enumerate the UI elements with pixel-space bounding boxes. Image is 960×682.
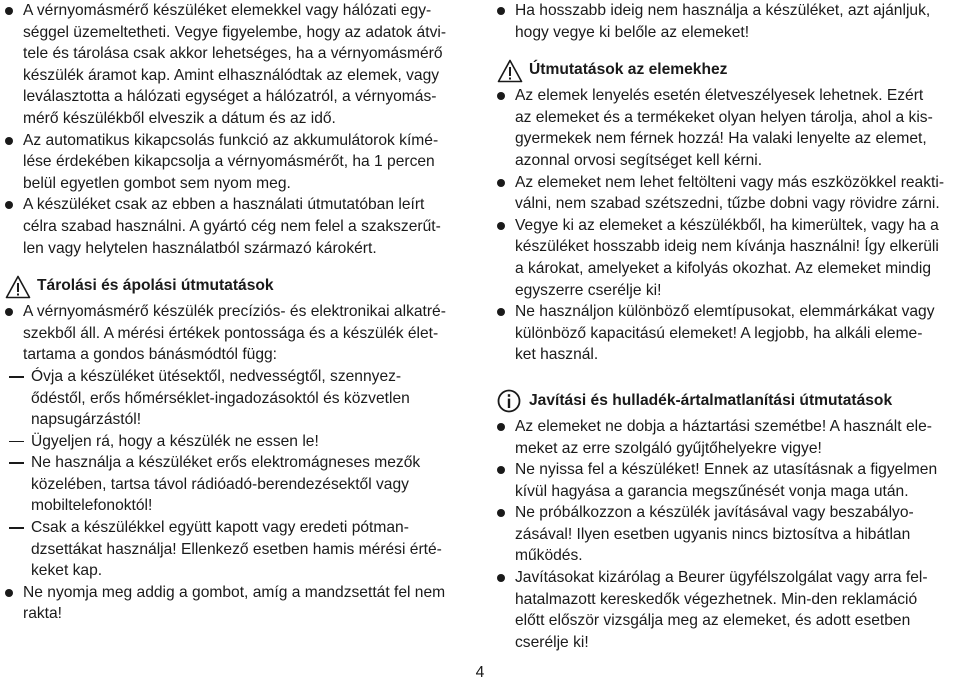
continuation-line bbox=[496, 481, 956, 503]
continuation-line bbox=[4, 603, 464, 625]
line-text: ket használ. bbox=[515, 346, 599, 364]
left-column bbox=[4, 0, 464, 625]
line-text: hogy vegye ki belőle az elemeket! bbox=[515, 23, 750, 41]
bullet-icon bbox=[5, 201, 13, 209]
bullet-icon bbox=[5, 7, 13, 15]
line-text: közelében, tartsa távol rádióadó-berendezésektől vagy bbox=[31, 475, 409, 493]
bullet-icon bbox=[5, 308, 13, 316]
continuation-line bbox=[496, 150, 956, 172]
bullet-line bbox=[496, 416, 956, 438]
warning-triangle-icon bbox=[497, 59, 523, 83]
line-text: a károkat, amelyeket a kifolyás okozhat. Az elemeket mindig bbox=[515, 259, 932, 277]
bullet-icon bbox=[497, 308, 505, 316]
line-text: Csak a készülékkel együtt kapott vagy eredeti pótman- bbox=[31, 519, 409, 537]
line-text: belül egyetlen gombot sem nyom meg. bbox=[23, 174, 291, 192]
continuation-line bbox=[4, 151, 464, 173]
dash-continuation-line bbox=[4, 560, 464, 582]
bullet-line bbox=[4, 582, 464, 604]
bullet-icon bbox=[497, 179, 505, 187]
continuation-line bbox=[4, 22, 464, 44]
line-text: Ha hosszabb ideig nem használja a készüléket, azt ajánljuk, bbox=[515, 2, 931, 19]
continuation-line bbox=[496, 438, 956, 460]
dash-line bbox=[4, 431, 464, 453]
line-text: A készüléket csak az ebben a használati útmutatóban leírt bbox=[23, 196, 425, 214]
bullet-line bbox=[496, 502, 956, 524]
continuation-line bbox=[4, 65, 464, 87]
continuation-line bbox=[4, 216, 464, 238]
dash-line bbox=[4, 366, 464, 388]
bullet-icon bbox=[497, 466, 505, 474]
line-text: egyszerre cserélje ki! bbox=[515, 281, 662, 299]
repair-list bbox=[496, 416, 956, 654]
line-text: Ne próbálkozzon a készülék javításával vagy beszabályo- bbox=[515, 504, 914, 522]
line-text: készülék áramot kap. Amint elhasználódtak az elemek, vagy bbox=[23, 66, 440, 84]
dash-continuation-line bbox=[4, 409, 464, 431]
continuation-line bbox=[496, 344, 956, 366]
line-text: Az elemek lenyelés esetén életveszélyesek lehetnek. Ezért bbox=[515, 87, 924, 105]
line-text: hatalmazott kereskedők végezhetnek. Min-den reklamáció bbox=[515, 590, 918, 608]
line-text: Javításokat kizárólag a Beurer ügyfélszolgálat vagy arra fel- bbox=[515, 569, 928, 587]
line-text: különböző kapacitású elemeket! A legjobb, ha alkáli eleme- bbox=[515, 324, 923, 342]
dash-icon bbox=[9, 527, 24, 529]
repair-heading bbox=[496, 366, 956, 416]
continuation-line bbox=[496, 545, 956, 567]
line-text: napsugárzástól! bbox=[31, 411, 142, 429]
page-number: 4 bbox=[475, 664, 485, 681]
line-text: kívül hagyása a garancia megszűnését vonja maga után. bbox=[515, 482, 909, 500]
line-text: zásával! Ilyen esetben ugyanis nincs biztosítva a hibátlan bbox=[515, 525, 911, 543]
dash-continuation-line bbox=[4, 539, 464, 561]
line-text: A vérnyomásmérő készüléket elemekkel vagy hálózati egy- bbox=[23, 2, 432, 19]
bullet-line bbox=[4, 0, 464, 22]
warning-triangle-icon bbox=[5, 275, 31, 299]
bullet-icon bbox=[497, 222, 505, 230]
continuation-line bbox=[4, 43, 464, 65]
bullet-icon bbox=[497, 574, 505, 582]
dash-line bbox=[4, 517, 464, 539]
battery-heading bbox=[496, 43, 956, 85]
dash-icon bbox=[9, 376, 24, 378]
line-text: tele és tárolása csak akkor lehetséges, ha a vérnyomásmérő bbox=[23, 45, 443, 63]
dash-line bbox=[4, 452, 464, 474]
line-text: rakta! bbox=[23, 605, 62, 623]
line-text: Az elemeket ne dobja a háztartási szemétbe! A használt ele- bbox=[515, 417, 932, 435]
line-text: Az automatikus kikapcsolás funkció az akkumulátorok kímé- bbox=[23, 131, 439, 149]
bullet-line bbox=[496, 459, 956, 481]
dash-continuation-line bbox=[4, 495, 464, 517]
line-text: mérő készülékből elveszik a dátum és az idő. bbox=[23, 109, 336, 127]
continuation-line bbox=[4, 173, 464, 195]
line-text: Az elemeket nem lehet feltölteni vagy más eszközökkel reakti- bbox=[515, 173, 945, 191]
continuation-line bbox=[496, 236, 956, 258]
bullet-line bbox=[4, 301, 464, 323]
line-text: keket kap. bbox=[31, 562, 103, 580]
bullet-line bbox=[496, 172, 956, 194]
line-text: készüléket hosszabb ideig nem kívánja használni! Így elkerüli bbox=[515, 238, 939, 256]
bullet-line bbox=[496, 85, 956, 107]
continuation-line bbox=[4, 344, 464, 366]
line-text: működés. bbox=[515, 547, 583, 565]
dash-continuation-line bbox=[4, 474, 464, 496]
continuation-line bbox=[496, 280, 956, 302]
storage-list bbox=[4, 301, 464, 625]
line-text: Ügyeljen rá, hogy a készülék ne essen le! bbox=[31, 432, 319, 450]
bullet-icon bbox=[497, 509, 505, 517]
continuation-line bbox=[496, 107, 956, 129]
bullet-line bbox=[4, 194, 464, 216]
repair-heading-text: Javítási és hulladék-ártalmatlanítási útmutatások bbox=[529, 391, 893, 409]
line-text: Ne használja a készüléket erős elektromágneses mezők bbox=[31, 454, 421, 472]
info-circle-icon bbox=[497, 389, 521, 413]
line-text: az elemeket és a termékeket olyan helyen tárolja, ahol a kis- bbox=[515, 108, 933, 126]
dash-icon bbox=[9, 462, 24, 464]
continuation-line bbox=[4, 323, 464, 345]
storage-heading bbox=[4, 259, 464, 301]
continuation-line bbox=[496, 323, 956, 345]
continuation-line bbox=[496, 610, 956, 632]
line-text: Óvja a készüléket ütésektől, nedvességtől, szennyez- bbox=[31, 367, 402, 385]
line-text: Vegye ki az elemeket a készülékből, ha kimerültek, vagy ha a bbox=[515, 216, 939, 234]
line-text: A vérnyomásmérő készülék precíziós- és elektronikai alkatré- bbox=[23, 303, 446, 321]
bullet-icon bbox=[497, 92, 505, 100]
line-text: mobiltelefonoktól! bbox=[31, 497, 153, 515]
line-text: ődéstől, erős hőmérséklet-ingadozásoktól és közvetlen bbox=[31, 389, 410, 407]
bullet-icon bbox=[5, 589, 13, 597]
battery-heading-text: Útmutatások az elemekhez bbox=[529, 61, 728, 79]
continuation-line bbox=[496, 524, 956, 546]
line-text: Ne használjon különböző elemtípusokat, elemmárkákat vagy bbox=[515, 303, 935, 321]
left-intro-list bbox=[4, 0, 464, 259]
line-text: előtt először vizsgálja meg az elemeket, és adott esetben bbox=[515, 612, 911, 630]
battery-list bbox=[496, 85, 956, 366]
right-column bbox=[496, 0, 956, 653]
bullet-line bbox=[4, 130, 464, 152]
bullet-icon bbox=[5, 137, 13, 145]
continuation-line bbox=[496, 258, 956, 280]
line-text: cserélje ki! bbox=[515, 633, 589, 651]
storage-heading-text: Tárolási és ápolási útmutatások bbox=[37, 277, 274, 295]
right-intro-list bbox=[496, 0, 956, 43]
dash-continuation-line bbox=[4, 388, 464, 410]
line-text: dzsettákat használja! Ellenkező esetben hamis mérési érté- bbox=[31, 540, 442, 558]
line-text: szekből áll. A mérési értékek pontossága és a készülék élet- bbox=[23, 324, 439, 342]
continuation-line bbox=[4, 108, 464, 130]
line-text: tartama a gondos bánásmódtól függ: bbox=[23, 346, 277, 364]
line-text: válni, nem szabad szétszedni, tűzbe dobni vagy rövidre zárni. bbox=[515, 195, 940, 213]
continuation-line bbox=[4, 238, 464, 260]
bullet-icon bbox=[497, 423, 505, 431]
continuation-line bbox=[496, 22, 956, 44]
line-text: azonnal orvosi segítséget kell kérni. bbox=[515, 151, 763, 169]
dash-icon bbox=[9, 441, 24, 443]
continuation-line bbox=[496, 632, 956, 654]
line-text: len vagy helytelen használatból származó károkért. bbox=[23, 239, 377, 257]
bullet-line bbox=[496, 301, 956, 323]
bullet-line bbox=[496, 0, 956, 22]
line-text: Ne nyomja meg addig a gombot, amíg a mandzsettát fel nem bbox=[23, 583, 446, 601]
line-text: gyermekek nem férnek hozzá! Ha valaki lenyelte az elemet, bbox=[515, 130, 927, 148]
line-text: leválasztotta a hálózati egységet a hálózatról, a vérnyomás- bbox=[23, 88, 437, 106]
line-text: lése érdekében kikapcsolja a vérnyomásmérőt, ha 1 percen bbox=[23, 153, 435, 171]
line-text: célra szabad használni. A gyártó cég nem felel a szakszerűt- bbox=[23, 217, 441, 235]
bullet-line bbox=[496, 567, 956, 589]
continuation-line bbox=[496, 589, 956, 611]
continuation-line bbox=[496, 193, 956, 215]
line-text: Ne nyissa fel a készüléket! Ennek az utasításnak a figyelmen bbox=[515, 461, 938, 479]
line-text: meket az erre szolgáló gyűjtőhelyekre vigye! bbox=[515, 439, 822, 457]
continuation-line bbox=[4, 86, 464, 108]
bullet-line bbox=[496, 215, 956, 237]
bullet-icon bbox=[497, 7, 505, 15]
line-text: séggel üzemeltetheti. Vegye figyelembe, hogy az adatok átvi- bbox=[23, 23, 447, 41]
continuation-line bbox=[496, 128, 956, 150]
